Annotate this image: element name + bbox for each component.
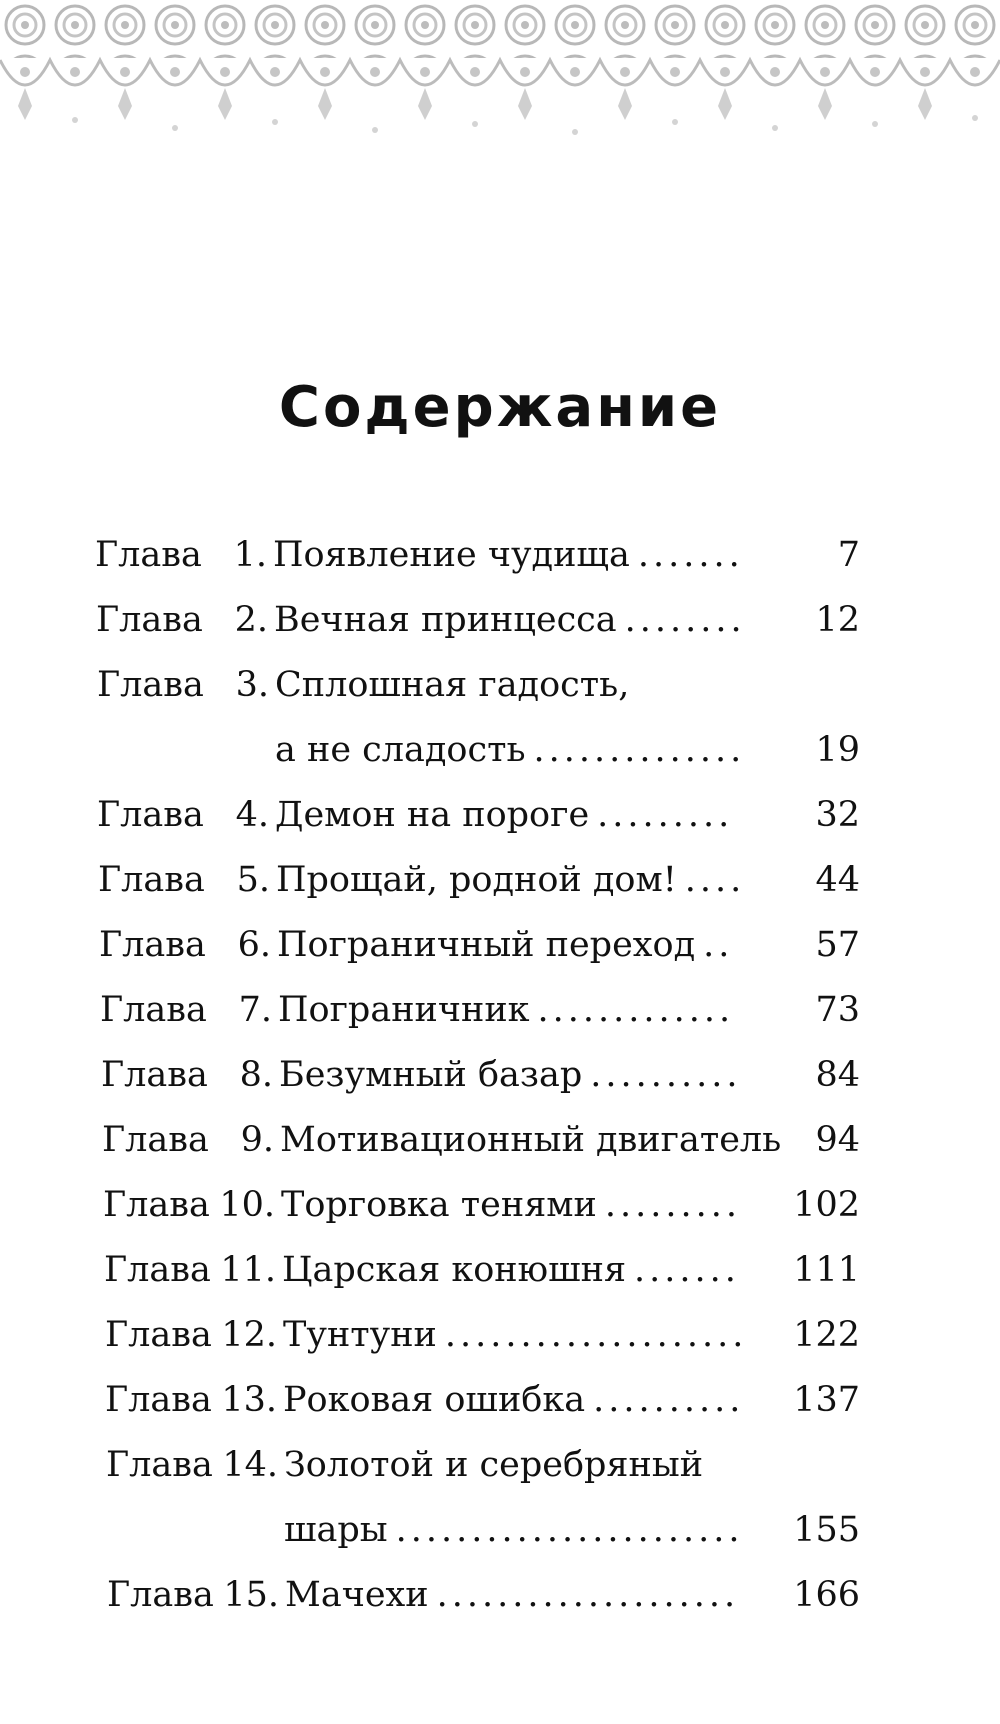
chapter-number: 6. — [237, 925, 271, 965]
chapter-title: Сплошная гадость, — [275, 665, 630, 705]
chapter-number: 2. — [234, 600, 268, 640]
chapter-title-continued: шары — [284, 1510, 388, 1550]
toc-entry[interactable] — [106, 1432, 900, 1550]
page-number: 57 — [815, 925, 860, 965]
dot-leader: .......... — [593, 1380, 745, 1420]
toc-entry[interactable] — [107, 1562, 900, 1628]
dot-leader: ............. — [537, 990, 735, 1030]
chapter-title: Безумный базар — [279, 1055, 583, 1095]
chapter-label: Глава — [105, 1380, 212, 1420]
chapter-title: Торговка тенями — [281, 1185, 597, 1225]
chapter-title: Пограничный переход — [277, 925, 696, 965]
toc-entry[interactable] — [102, 1107, 900, 1173]
dot-leader: ......... — [604, 1185, 741, 1225]
chapter-label: Глава — [107, 1575, 214, 1615]
chapter-title: Пограничник — [278, 990, 530, 1030]
chapter-title: Роковая ошибка — [283, 1380, 586, 1420]
chapter-number: 11. — [220, 1250, 276, 1290]
chapter-title: Демон на пороге — [275, 795, 590, 835]
chapter-label: Глава — [98, 860, 205, 900]
chapter-number: 4. — [235, 795, 269, 835]
chapter-number: 3. — [235, 665, 269, 705]
toc-entry[interactable] — [98, 847, 900, 913]
chapter-label: Глава — [96, 600, 203, 640]
page-number: 166 — [793, 1575, 860, 1615]
chapter-number: 9. — [240, 1120, 274, 1160]
chapter-label: Глава — [100, 990, 207, 1030]
chapter-number: 13. — [221, 1380, 277, 1420]
chapter-number: 10. — [219, 1185, 275, 1225]
toc-entry[interactable] — [97, 652, 900, 770]
chapter-label: Глава — [105, 1315, 212, 1355]
chapter-label: Глава — [95, 535, 202, 575]
chapter-title: Царская конюшня — [282, 1250, 627, 1290]
toc-entry[interactable] — [101, 1042, 900, 1108]
page-number: 137 — [793, 1380, 860, 1420]
chapter-label: Глава — [99, 925, 206, 965]
page-title: Содержание — [278, 375, 722, 440]
chapter-label: Глава — [106, 1445, 213, 1485]
chapter-title: Появление чудища — [273, 535, 630, 575]
toc-entry[interactable] — [105, 1302, 900, 1368]
dot-leader: ....... — [634, 1250, 740, 1290]
toc-entry[interactable] — [97, 782, 900, 848]
chapter-number: 12. — [221, 1315, 277, 1355]
dot-leader: .. — [703, 925, 734, 965]
chapter-number: 1. — [233, 535, 267, 575]
page-number: 7 — [837, 535, 860, 575]
page-number: 19 — [815, 730, 860, 770]
dot-leader: ........ — [624, 600, 746, 640]
chapter-title-continued: а не сладость — [275, 730, 526, 770]
toc-entry[interactable] — [104, 1237, 900, 1303]
chapter-title: Тунтуни — [283, 1315, 437, 1355]
toc-entry[interactable] — [100, 977, 900, 1043]
chapter-label: Глава — [101, 1055, 208, 1095]
dot-leader: .............. — [533, 730, 746, 770]
page-number: 84 — [815, 1055, 860, 1095]
chapter-label: Глава — [103, 1185, 210, 1225]
dot-leader: ....................... — [395, 1510, 744, 1550]
chapter-title: Мотивационный двигатель — [280, 1120, 782, 1160]
page-number: 102 — [793, 1185, 860, 1225]
chapter-title: Вечная принцесса — [274, 600, 617, 640]
dot-leader: ....... — [637, 535, 744, 575]
page-number: 44 — [815, 860, 860, 900]
chapter-number: 7. — [238, 990, 272, 1030]
chapter-title: Мачехи — [285, 1575, 429, 1615]
chapter-title: Золотой и серебряный — [284, 1445, 704, 1485]
dot-leader: .................... — [436, 1575, 740, 1615]
chapter-title: Прощай, родной дом! — [276, 860, 677, 900]
dot-leader: ......... — [597, 795, 734, 835]
toc-entry[interactable] — [103, 1172, 900, 1238]
page-number: 94 — [815, 1120, 860, 1160]
chapter-number: 5. — [236, 860, 270, 900]
toc-entry[interactable] — [105, 1367, 900, 1433]
dot-leader: .......... — [590, 1055, 742, 1095]
page-number: 73 — [815, 990, 860, 1030]
page-number: 12 — [815, 600, 860, 640]
toc-entry[interactable] — [99, 912, 900, 978]
chapter-label: Глава — [104, 1250, 211, 1290]
chapter-number: 15. — [223, 1575, 279, 1615]
chapter-label: Глава — [97, 795, 204, 835]
chapter-number: 14. — [222, 1445, 278, 1485]
dot-leader: .................... — [444, 1315, 748, 1355]
page-number: 111 — [793, 1250, 860, 1290]
toc-entry[interactable] — [95, 522, 900, 588]
chapter-label: Глава — [97, 665, 204, 705]
toc-entry[interactable] — [96, 587, 900, 653]
page-number: 122 — [793, 1315, 860, 1355]
dot-leader: .... — [684, 860, 746, 900]
page-number: 32 — [815, 795, 860, 835]
chapter-number: 8. — [239, 1055, 273, 1095]
chapter-label: Глава — [102, 1120, 209, 1160]
page-number: 155 — [793, 1510, 860, 1550]
